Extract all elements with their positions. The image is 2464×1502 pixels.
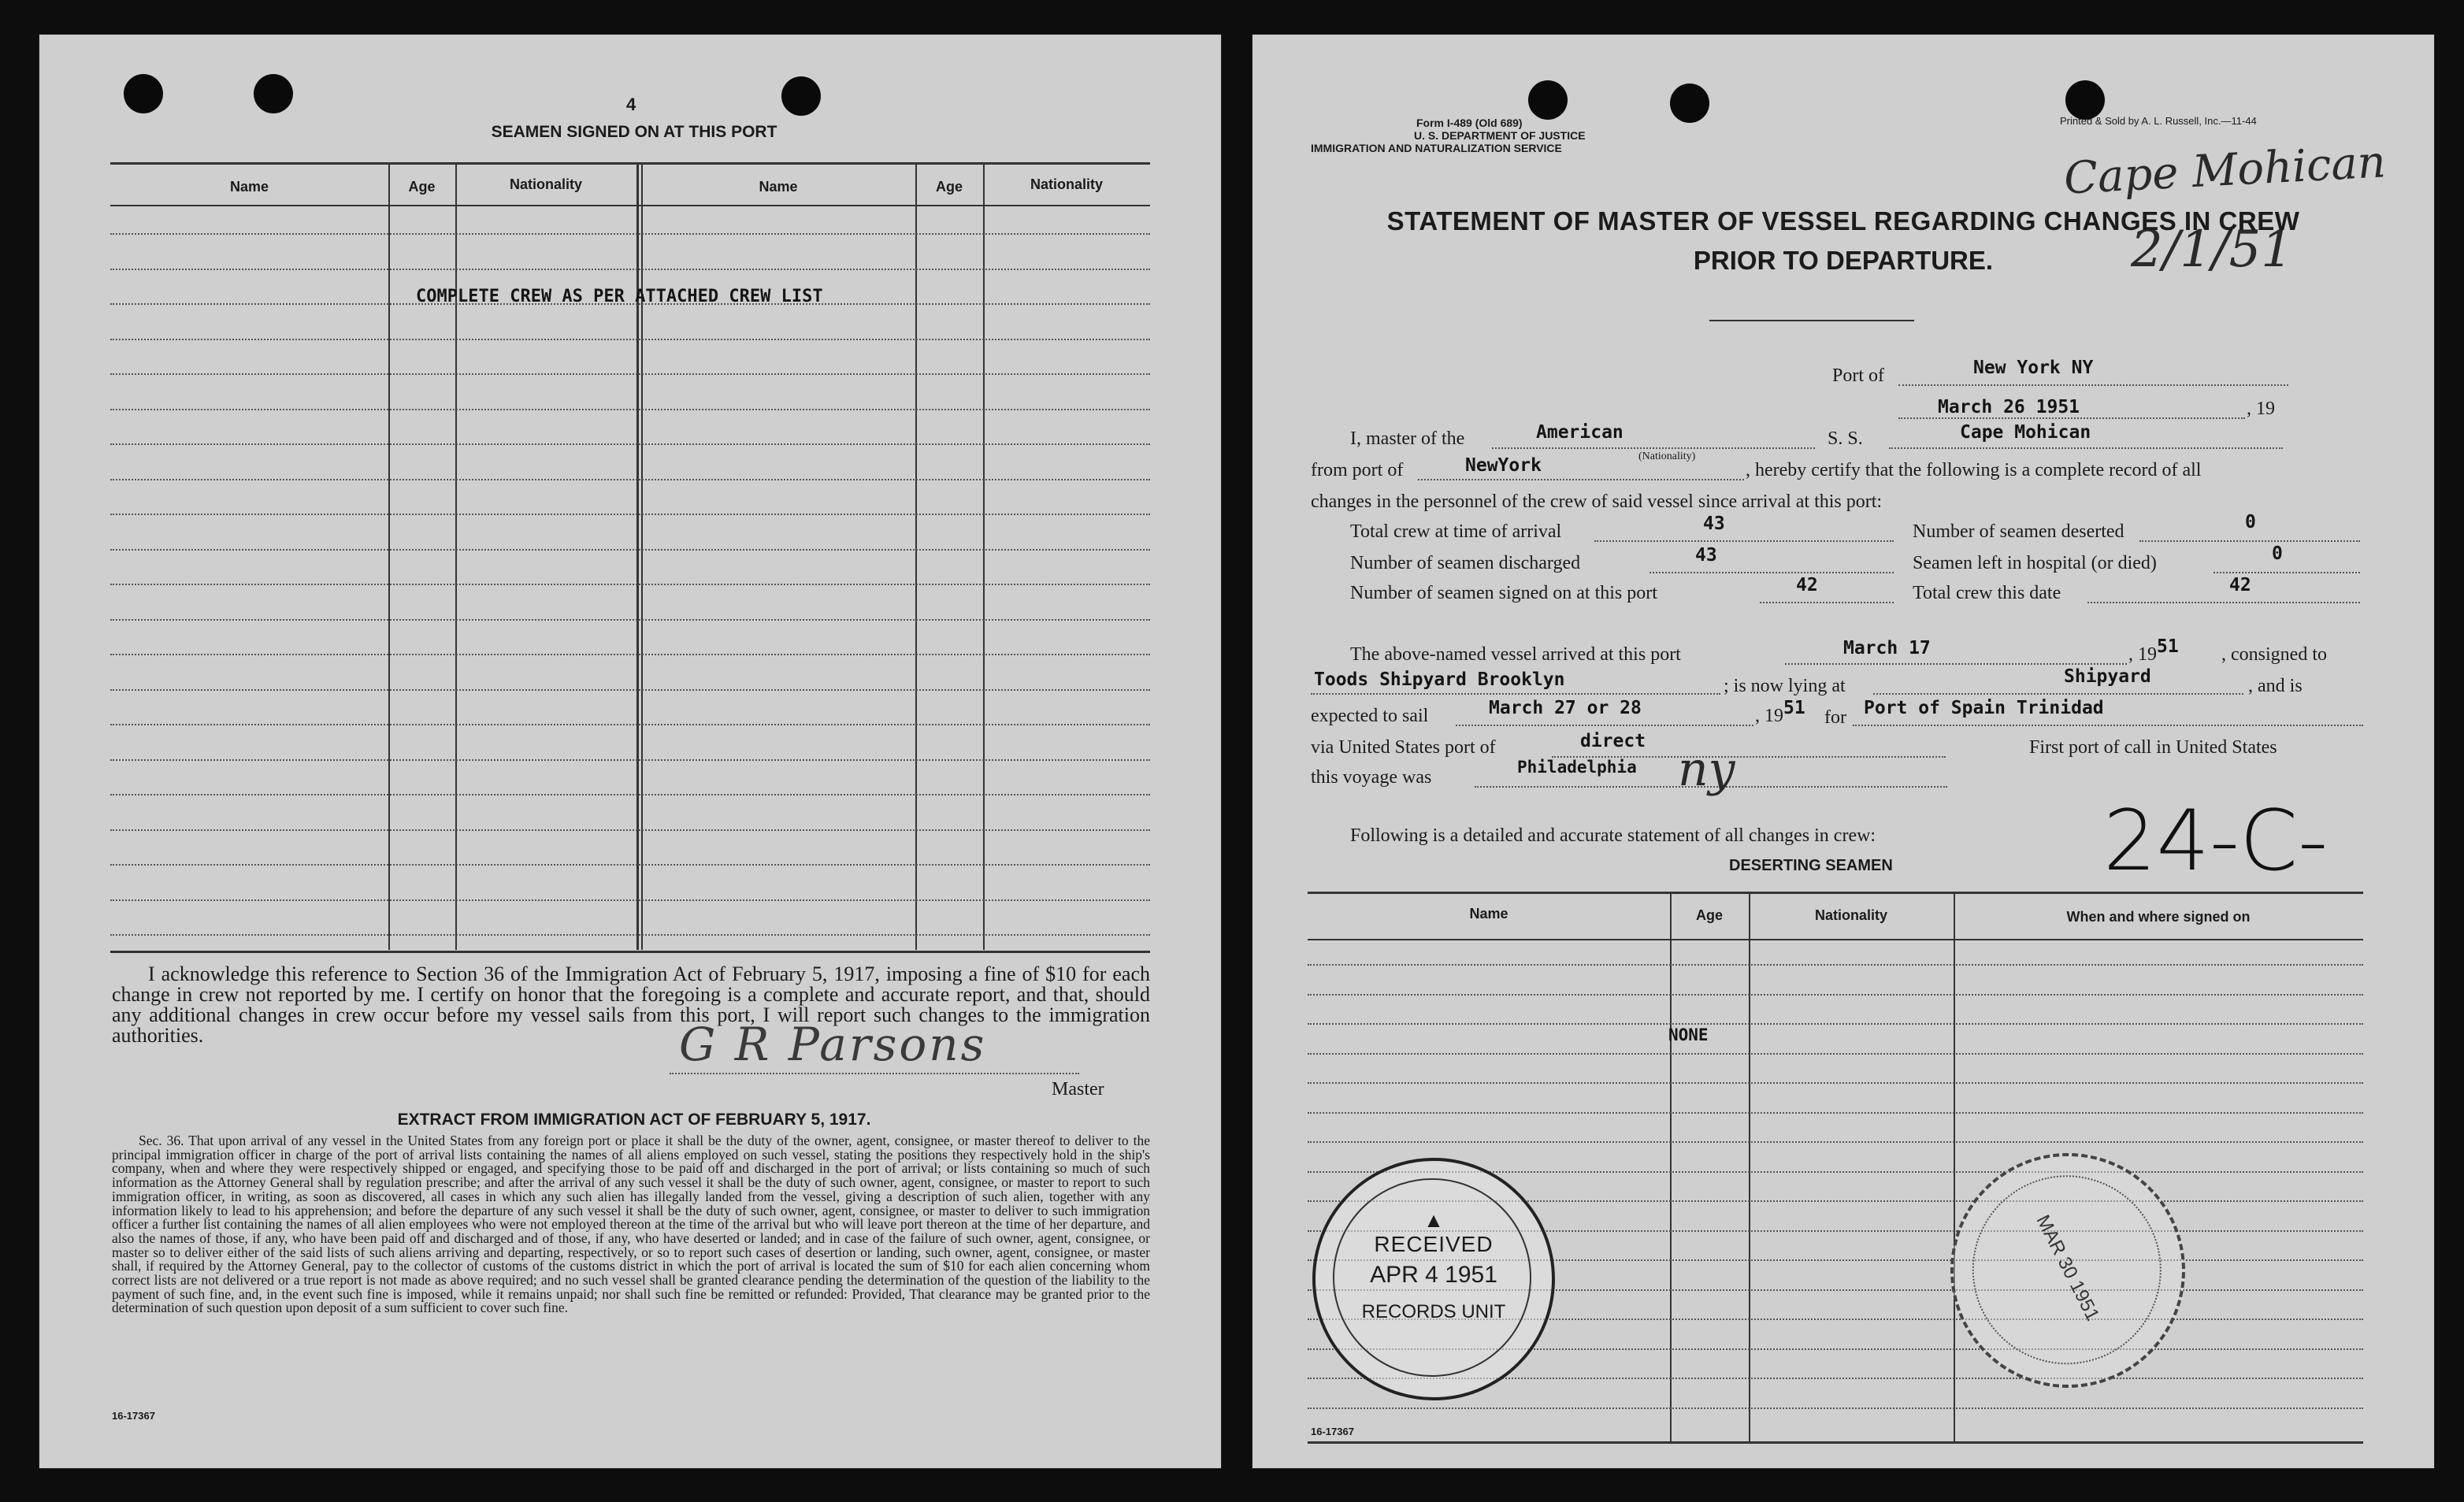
date-value: March 26 1951 xyxy=(1938,397,2080,417)
table-row-line xyxy=(110,409,1150,410)
from-port-value: NewYork xyxy=(1465,455,1542,476)
arrived-line xyxy=(1785,663,2127,665)
handwritten-code: 24-C- xyxy=(2103,792,2329,889)
from-port-line xyxy=(1418,479,1744,480)
total-crew-arrival-line xyxy=(1594,540,1894,542)
lying-at-label: ; is now lying at xyxy=(1724,676,1846,696)
seamen-discharged-label: Number of seamen discharged xyxy=(1350,553,1581,573)
nationality-value: American xyxy=(1536,422,1623,443)
destination-line xyxy=(1853,725,2363,726)
col-divider xyxy=(455,162,457,950)
punch-hole xyxy=(1528,80,1568,120)
col-divider xyxy=(983,162,985,950)
desert-col-signed-on: When and where signed on xyxy=(2066,909,2251,925)
from-port-label: from port of xyxy=(1311,460,1404,480)
col-nationality: Nationality xyxy=(509,176,582,192)
port-line xyxy=(1898,384,2288,386)
desert-col-age: Age xyxy=(1695,907,1723,923)
punch-hole xyxy=(781,76,821,116)
desert-table-row-line xyxy=(1308,1082,2363,1084)
nationality-line xyxy=(1492,447,1815,449)
typed-crew-note: COMPLETE CREW AS PER ATTACHED CREW LIST xyxy=(416,287,823,306)
left-hospital-label: Seamen left in hospital (or died) xyxy=(1913,553,2157,573)
for-label: for xyxy=(1824,707,1846,728)
desert-col-divider xyxy=(1670,892,1672,1441)
handwritten-date: 2/1/51 xyxy=(2131,221,2293,279)
table-row-line xyxy=(110,269,1150,270)
destination-value: Port of Spain Trinidad xyxy=(1864,698,2104,718)
right-page xyxy=(1252,35,2434,1468)
consignee-line xyxy=(1311,693,1720,695)
signed-on-label: Number of seamen signed on at this port xyxy=(1350,583,1657,603)
printer-credit: Printed & Sold by A. L. Russell, Inc.—11-44 xyxy=(2060,115,2257,127)
consigned-label: , consigned to xyxy=(2221,644,2327,665)
punch-hole xyxy=(124,74,163,113)
table-row-line xyxy=(110,899,1150,901)
total-crew-date-value: 42 xyxy=(2229,575,2251,595)
col-divider xyxy=(388,162,390,950)
desert-table-top-rule xyxy=(1308,892,2363,894)
seamen-deserted-line xyxy=(2139,540,2360,542)
desert-col-nationality: Nationality xyxy=(1814,907,1887,923)
punch-hole xyxy=(2065,80,2105,120)
seamen-discharged-value: 43 xyxy=(1695,545,1717,566)
first-port-value: Philadelphia xyxy=(1517,758,1637,777)
form-code: 16-17367 xyxy=(112,1410,155,1422)
total-crew-date-line xyxy=(2087,602,2360,603)
stamp-records-unit: RECORDS UNIT xyxy=(1361,1301,1506,1322)
received-stamp xyxy=(1312,1158,1555,1400)
desert-table-row-line xyxy=(1308,1023,2363,1025)
stamp-received: RECEIVED xyxy=(1374,1232,1494,1256)
title-rule xyxy=(1709,320,1914,321)
expected-sail-label: expected to sail xyxy=(1311,706,1429,726)
certify-text: , hereby certify that the following is a complete record of all xyxy=(1746,460,2202,480)
desert-table-row-line xyxy=(1308,1407,2363,1409)
table-row-line xyxy=(110,339,1150,340)
table-row-line xyxy=(110,619,1150,621)
table-row-line xyxy=(110,724,1150,725)
col-name: Name xyxy=(229,179,269,195)
sail-year-value: 51 xyxy=(1783,698,1805,718)
stamp-date: APR 4 1951 xyxy=(1370,1262,1497,1288)
signed-on-line xyxy=(1760,602,1894,603)
desert-table-row-line xyxy=(1308,964,2363,966)
col-nationality-2: Nationality xyxy=(1030,176,1103,192)
via-port-value: direct xyxy=(1580,731,1646,751)
desert-table-row-line xyxy=(1308,994,2363,996)
lying-at-value: Shipyard xyxy=(2064,666,2151,687)
via-port-label: via United States port of xyxy=(1311,737,1496,758)
arrival-date-value: March 17 xyxy=(1843,638,1931,658)
left-page xyxy=(39,35,1221,1468)
desert-table-bottom-rule xyxy=(1308,1441,2363,1444)
table-row-line xyxy=(110,233,1150,235)
handwritten-vessel-name: Cape Mohican xyxy=(2062,136,2388,205)
master-label: Master xyxy=(1052,1079,1104,1100)
department: U. S. DEPARTMENT OF JUSTICE xyxy=(1414,129,1586,142)
table-row-line xyxy=(110,479,1150,480)
table-row-line xyxy=(110,689,1150,691)
table-row-line xyxy=(110,864,1150,866)
customs-stamp xyxy=(1928,1131,2206,1409)
punch-hole xyxy=(254,74,293,113)
table-top-rule xyxy=(110,162,1150,165)
sail-year-prefix: , 19 xyxy=(1755,706,1783,726)
col-age: Age xyxy=(408,179,436,195)
total-crew-arrival-label: Total crew at time of arrival xyxy=(1350,521,1562,542)
date-line xyxy=(1898,417,2245,419)
total-crew-date-label: Total crew this date xyxy=(1913,583,2061,603)
sail-date-value: March 27 or 28 xyxy=(1489,698,1642,718)
customs-stamp-date: MAR 30 1951 xyxy=(2032,1211,2104,1325)
consignee-value: Toods Shipyard Brooklyn xyxy=(1314,669,1565,690)
acknowledgement-text: I acknowledge this reference to Section 36 of the Immigration Act of February 5, 1917, imposing a fine of $10 for each change in crew not reported by me. I certify on honor that the foregoing is a complete and accurate report, and that, should any additional changes in crew occur before my vessel sails from this port, I will report such changes to the immigration authorities. xyxy=(112,962,1150,1047)
arrived-label: The above-named vessel arrived at this port xyxy=(1350,644,1681,665)
form-number: Form I-489 (Old 689) xyxy=(1416,117,1523,129)
year-prefix: , 19 xyxy=(2247,399,2275,419)
table-row-line xyxy=(110,934,1150,936)
desert-table-entry: NONE xyxy=(1668,1025,1709,1044)
statement-subtitle: PRIOR TO DEPARTURE. xyxy=(1693,246,1994,275)
master-signature: G R Parsons xyxy=(679,1018,987,1071)
signature-line xyxy=(670,1073,1079,1074)
master-of-label: I, master of the xyxy=(1350,428,1465,449)
desert-table-row-line xyxy=(1308,1112,2363,1114)
stamp-arrow-icon: ▲ xyxy=(1423,1208,1444,1232)
page-number: 4 xyxy=(626,95,636,114)
first-port-label: First port of call in United States xyxy=(2029,737,2277,758)
table-row-line xyxy=(110,654,1150,655)
table-row-line xyxy=(110,759,1150,761)
extract-text: Sec. 36. That upon arrival of any vessel in the United States from any foreign port or place it shall be the duty of the owner, agent, consignee, or master thereof to deliver to the principal immigration officer in charge of the port of arrival lists containing the names of all aliens employed on such vessel, stating the positions they respectively hold in the ship's company, when and where they were respectively shipped or engaged, and specifying those to be paid off and discharged in the port of arrival; or lists containing so much of such information as the Attorney General shall by regulation prescribe; and after the arrival of any such vessel it shall be the duty of such owner, agent, consignee, or master to report to such immigration officer, in writing, as soon as discovered, all cases in which any such alien has illegally landed from the vessel, giving a description of such alien, together with any information likely to lead to his apprehension; and before the departure of any such vessel it shall be the duty of such owner, agent, consignee, or master to deliver to such immigration officer a further list containing the names of all alien employees who were not employed thereon at the time of the arrival but who will leave port thereon at the time of her departure, and also the names of those, if any, who have been paid off and discharged and of those, if any, who have deserted or landed; and in case of the failure of such owner, agent, consignee, or master so to deliver either of the said lists of such aliens arriving and departing, respectively, or so to report such cases of desertion or landing, such owner, agent, consignee, or master shall, if required by the Attorney General, pay to the collector of customs of the customs district in which the port of arrival is located the sum of $10 for each alien concerning whom correct lists are not delivered or a true report is not made as above required; and no such vessel shall be granted clearance pending the determination of the question of the liability to the payment of such fine, and, in the event such fine is imposed, while it remains unpaid; nor shall such fine be remitted or refunded: Provided, That clearance may be granted prior to the determination of such question upon deposit of a sum sufficient to cover such fine. xyxy=(112,1133,1150,1316)
sail-date-line xyxy=(1456,725,1753,726)
col-divider xyxy=(915,162,917,950)
vessel-value: Cape Mohican xyxy=(1960,422,2091,443)
table-row-line xyxy=(110,443,1150,445)
table-row-line xyxy=(110,373,1150,375)
desert-table-row-line xyxy=(1308,1053,2363,1055)
table-row-line xyxy=(110,584,1150,585)
statement-title: STATEMENT OF MASTER OF VESSEL REGARDING CHANGES IN CREW xyxy=(1386,206,2300,235)
first-port-handwritten: ny xyxy=(1678,742,1735,797)
signed-on-value: 42 xyxy=(1796,575,1818,595)
table-row-line xyxy=(110,794,1150,796)
port-label: Port of xyxy=(1832,365,1884,386)
lying-at-line xyxy=(1873,693,2243,695)
seamen-deserted-value: 0 xyxy=(2245,512,2256,532)
desert-col-divider xyxy=(1954,892,1955,1441)
and-is-label: , and is xyxy=(2248,676,2303,696)
total-crew-arrival-value: 43 xyxy=(1703,514,1725,534)
arrival-year-prefix: , 19 xyxy=(2128,644,2157,665)
col-divider xyxy=(641,162,643,950)
table-row-line xyxy=(110,829,1150,831)
desert-col-divider xyxy=(1749,892,1750,1441)
service: IMMIGRATION AND NATURALIZATION SERVICE xyxy=(1311,142,1562,154)
col-name-2: Name xyxy=(759,179,798,195)
left-hospital-value: 0 xyxy=(2272,543,2283,564)
form-code-right: 16-17367 xyxy=(1311,1426,1354,1437)
changes-text: changes in the personnel of the crew of said vessel since arrival at this port: xyxy=(1311,491,1883,512)
port-value: New York NY xyxy=(1973,358,2094,378)
arrival-year-value: 51 xyxy=(2157,636,2179,657)
left-title: SEAMEN SIGNED ON AT THIS PORT xyxy=(491,123,777,141)
vessel-line xyxy=(1889,447,2283,449)
table-header-rule xyxy=(110,205,1150,206)
col-divider xyxy=(636,162,639,950)
nationality-caption: (Nationality) xyxy=(1638,451,1696,462)
left-hospital-line xyxy=(2214,572,2360,573)
seamen-discharged-line xyxy=(1649,572,1894,573)
col-age-2: Age xyxy=(935,179,963,195)
extract-title: EXTRACT FROM IMMIGRATION ACT OF FEBRUARY 5, 1917. xyxy=(397,1111,871,1129)
voyage-label: this voyage was xyxy=(1311,767,1432,788)
desert-table-row-line xyxy=(1308,1141,2363,1143)
desert-col-name: Name xyxy=(1469,906,1508,922)
following-text: Following is a detailed and accurate statement of all changes in crew: xyxy=(1350,825,1876,846)
table-row-line xyxy=(110,549,1150,551)
seamen-deserted-label: Number of seamen deserted xyxy=(1913,521,2124,542)
deserting-seamen-heading: DESERTING SEAMEN xyxy=(1729,857,1893,874)
punch-hole xyxy=(1670,83,1709,123)
desert-table-header-rule xyxy=(1308,939,2363,940)
table-bottom-rule xyxy=(110,951,1150,953)
table-row-line xyxy=(110,514,1150,515)
ss-label: S. S. xyxy=(1828,428,1863,449)
